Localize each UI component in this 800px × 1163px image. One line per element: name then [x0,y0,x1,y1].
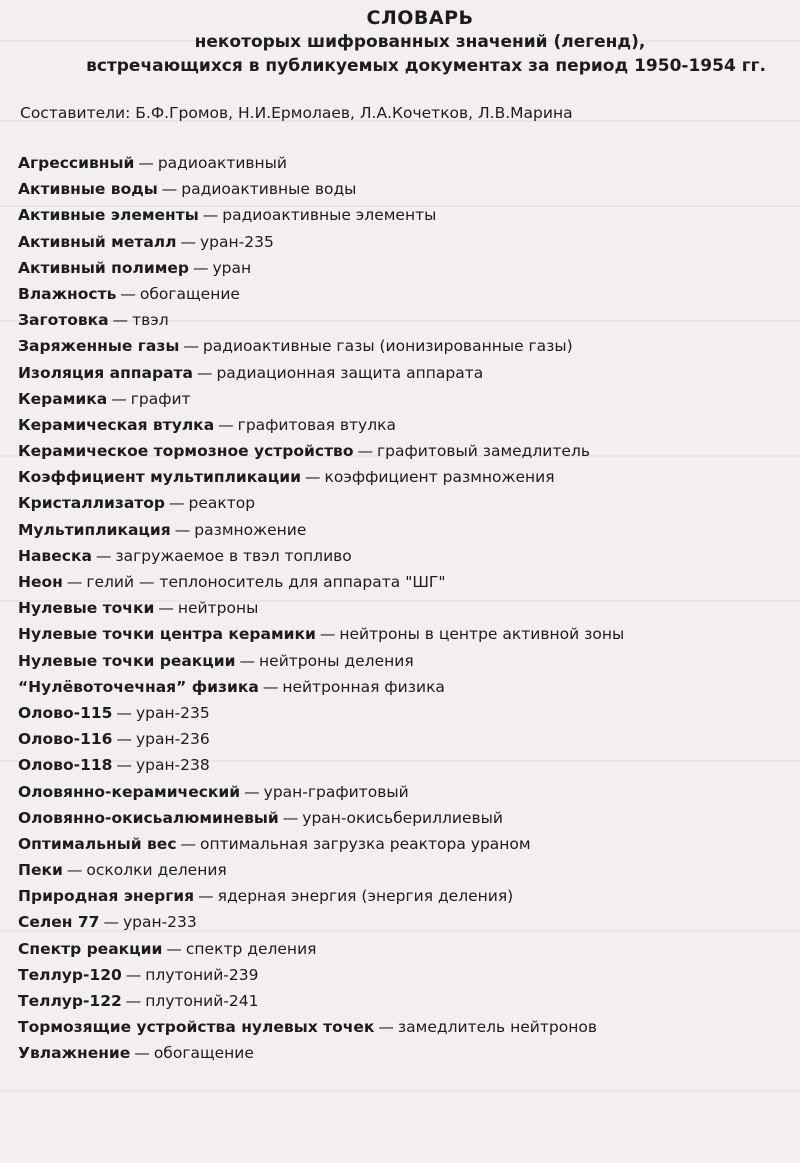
page-title: СЛОВАРЬ [366,7,474,29]
glossary-term: Изоляция аппарата [18,363,193,382]
glossary-entry [18,857,798,883]
glossary-entry [18,517,798,543]
dash-separator: — [304,468,321,487]
dash-separator: — [125,992,142,1010]
glossary-term: Пеки [18,861,63,880]
glossary-definition: уран-235 [135,703,210,722]
glossary-term: Оптимальный вес [18,834,177,853]
glossary-term: Тормозящие устройства нулевых точек [18,1018,375,1037]
glossary-entry [18,255,798,281]
glossary-entry [18,1014,798,1040]
glossary-entry [18,1040,798,1066]
glossary-entry [18,412,798,438]
glossary-definition: оптимальная загрузка реактора ураном [200,834,531,853]
glossary-term: Спектр реакции [18,939,163,958]
glossary-term: Олово-115 [18,703,113,722]
dash-separator: — [218,415,234,434]
dash-separator: — [198,887,214,906]
glossary-term: Теллур-120 [18,965,122,984]
glossary-term: Активные элементы [18,206,199,225]
dash-separator: — [193,258,209,277]
glossary-definition: уран [212,258,252,277]
glossary-entry [18,438,798,464]
dash-separator: — [134,1044,150,1063]
glossary-term: Керамическая втулка [18,415,215,434]
glossary-definition: радиоактивные газы (ионизированные газы) [202,337,573,356]
glossary-definition: спектр деления [185,939,317,958]
glossary-entry [18,779,798,805]
glossary-term: Селен 77 [18,913,100,932]
glossary-entry [18,360,798,386]
dash-separator: — [319,625,336,644]
dash-separator: — [116,730,132,749]
dash-separator: — [103,913,119,932]
glossary-term: Влажность [18,284,117,303]
page-subtitle-line2: встречающихся в публикуемых документах за период 1950-1954 гг. [86,56,766,76]
glossary-term: Навеска [18,546,92,565]
dash-separator: — [196,363,213,382]
glossary-entry [18,674,798,700]
glossary-definition: ядерная энергия (энергия деления) [217,887,514,906]
dash-separator: — [116,703,132,722]
dash-separator: — [244,782,260,801]
glossary-definition: гелий — теплоноситель для аппарата "ШГ" [86,573,446,591]
glossary-entry [18,883,798,909]
glossary-entry [18,464,798,490]
glossary-definition: нейтроны деления [259,651,414,670]
page-subtitle-line1: некоторых шифрованных значений (легенд), [194,32,646,52]
glossary-entry [18,752,798,778]
glossary-term: Увлажнение [18,1044,131,1063]
glossary-definition: уран-238 [135,756,210,775]
dash-separator: — [138,154,154,172]
glossary-entry [18,648,798,674]
glossary-definition: уран-233 [122,913,197,932]
glossary-definition: осколки деления [86,861,227,880]
glossary-term: Оловянно-окисьалюминевый [18,808,279,827]
glossary-term: Оловянно-керамический [18,782,241,801]
dash-separator: — [378,1018,394,1037]
glossary-term: Нулевые точки центра керамики [18,625,316,644]
dash-separator: — [66,861,83,880]
dash-separator: — [169,494,185,513]
glossary-term: “Нулёвоточечная” физика [18,677,259,696]
glossary-entry [18,805,798,831]
glossary-definition: нейтроны [177,599,259,618]
glossary-definition: твэл [132,311,169,330]
dash-separator: — [112,311,129,330]
glossary-entry [18,700,798,726]
dash-separator: — [357,442,374,461]
glossary-entry [18,150,798,176]
glossary-entry [18,831,798,857]
dash-separator: — [174,520,191,539]
glossary-entry [18,176,798,202]
glossary-term: Активный металл [18,232,177,251]
dash-separator: — [183,337,199,356]
glossary-term: Мультипликация [18,520,171,539]
glossary-term: Агрессивный [18,154,135,172]
dash-separator: — [282,808,299,827]
glossary-entry [18,386,798,412]
dash-separator: — [166,939,182,958]
glossary-entry [18,490,798,516]
glossary-term: Неон [18,573,63,591]
glossary-term: Природная энергия [18,887,195,906]
glossary-term: Заготовка [18,311,109,330]
glossary-definition: обогащение [139,284,240,303]
glossary-term: Теллур-122 [18,992,122,1010]
glossary-term: Нулевые точки [18,599,155,618]
glossary-definition: графитовая втулка [237,415,396,434]
glossary-entry [18,988,798,1014]
glossary-term: Кристаллизатор [18,494,166,513]
glossary-definition: плутоний-241 [145,992,259,1010]
dash-separator: — [239,651,256,670]
glossary-definition: радиоактивные воды [181,180,357,199]
glossary-definition: радиоактивные элементы [222,206,437,225]
glossary-definition: загружаемое в твэл топливо [115,546,352,565]
glossary-term: Заряженные газы [18,337,180,356]
glossary-definition: уран-графитовый [263,782,409,801]
glossary-entry [18,595,798,621]
glossary-entry [18,726,798,752]
glossary-term: Коэффициент мультипликации [18,468,301,487]
glossary-definition: радиоактивный [157,154,287,172]
glossary-definition: коэффициент размножения [324,468,555,487]
dash-separator: — [116,756,132,775]
glossary-term: Олово-116 [18,730,113,749]
glossary-entry [18,909,798,935]
glossary-definition: нейтронная физика [282,677,445,696]
glossary-entry [18,621,798,647]
dash-separator: — [125,965,142,984]
glossary-entry [18,281,798,307]
glossary-entry [18,307,798,333]
glossary-definition: графит [130,389,191,408]
glossary-definition: замедлитель нейтронов [397,1018,597,1037]
dash-separator: — [202,206,219,225]
glossary-entry [18,936,798,962]
glossary-term: Керамическое тормозное устройство [18,442,354,461]
glossary-definition: уран-окисьбериллиевый [302,808,503,827]
glossary-definition: размножение [194,520,307,539]
dash-separator: — [120,284,136,303]
dash-separator: — [95,546,112,565]
glossary-term: Активный полимер [18,258,189,277]
glossary-entry [18,962,798,988]
glossary-term: Нулевые точки реакции [18,651,236,670]
dash-separator: — [180,232,196,251]
glossary-definition: уран-235 [199,232,274,251]
dash-separator: — [158,599,174,618]
glossary-term: Активные воды [18,180,158,199]
dash-separator: — [161,180,178,199]
glossary-entry [18,202,798,228]
glossary-definition: плутоний-239 [145,965,259,984]
glossary-definition: графитовый замедлитель [377,442,590,461]
dash-separator: — [180,834,197,853]
glossary-definition: уран-236 [135,730,210,749]
glossary-entry [18,333,798,359]
glossary-definition: обогащение [153,1044,254,1063]
glossary-entry [18,569,798,595]
glossary-term: Керамика [18,389,108,408]
glossary-entry [18,543,798,569]
dash-separator: — [262,677,279,696]
glossary-list [18,150,798,1067]
glossary-definition: радиационная защита аппарата [216,363,484,382]
compilers-line: Составители: Б.Ф.Громов, Н.И.Ермолаев, Л.А.Кочетков, Л.В.Марина [20,104,573,122]
glossary-term: Олово-118 [18,756,113,775]
glossary-definition: реактор [188,494,256,513]
page-header [0,6,800,78]
dash-separator: — [111,389,127,408]
glossary-definition: нейтроны в центре активной зоны [339,625,625,644]
dash-separator: — [66,573,83,591]
glossary-entry [18,229,798,255]
